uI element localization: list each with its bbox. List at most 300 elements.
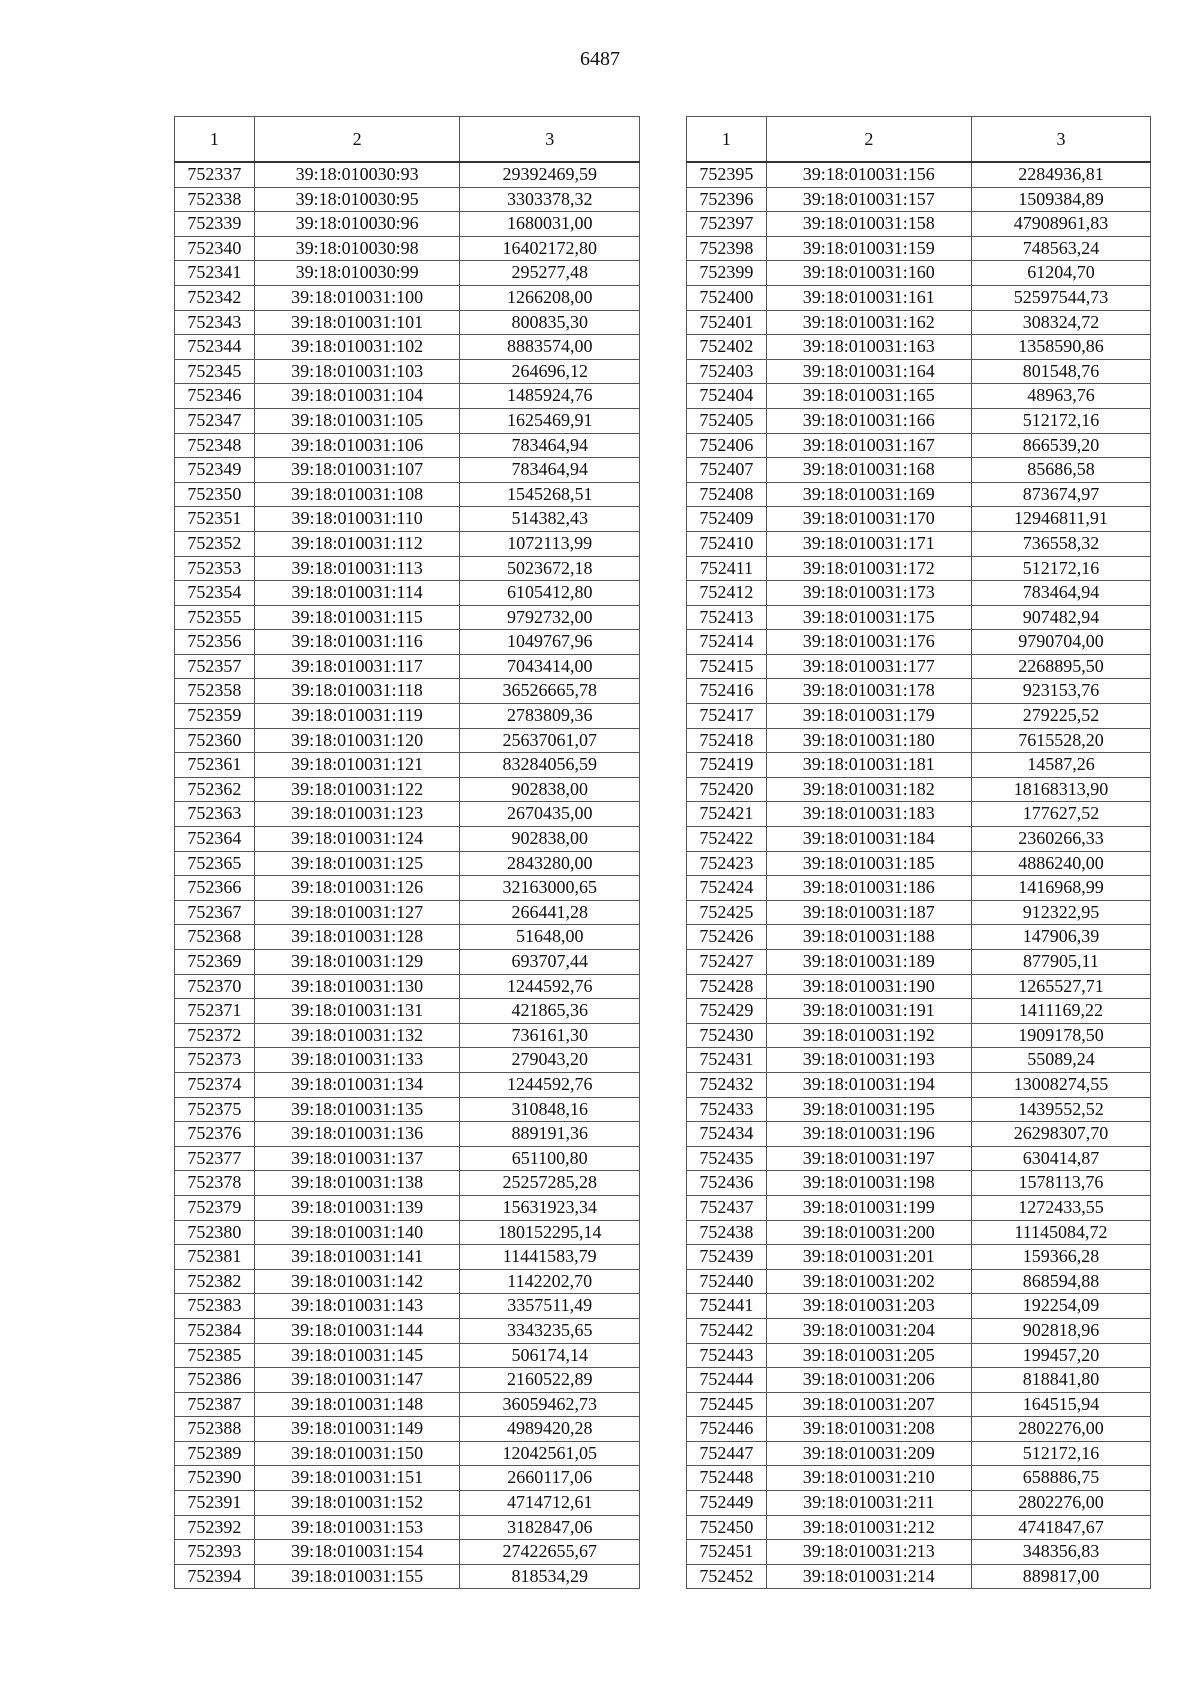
row-number-cell: 752343 <box>175 310 255 335</box>
value-cell: 1439552,52 <box>971 1097 1150 1122</box>
row-number-cell: 752359 <box>175 704 255 729</box>
cadastral-number-cell: 39:18:010031:123 <box>254 802 460 827</box>
cadastral-number-cell: 39:18:010031:149 <box>254 1417 460 1442</box>
value-cell: 2802276,00 <box>971 1417 1150 1442</box>
value-cell: 512172,16 <box>971 408 1150 433</box>
value-cell: 348356,83 <box>971 1540 1150 1565</box>
cadastral-number-cell: 39:18:010031:168 <box>766 458 971 483</box>
value-cell: 889191,36 <box>460 1122 640 1147</box>
value-cell: 11441583,79 <box>460 1245 640 1270</box>
value-cell: 2160522,89 <box>460 1368 640 1393</box>
table-row <box>687 1491 1151 1516</box>
cadastral-number-cell: 39:18:010031:118 <box>254 679 460 704</box>
cadastral-number-cell: 39:18:010031:153 <box>254 1515 460 1540</box>
cadastral-number-cell: 39:18:010031:116 <box>254 630 460 655</box>
value-cell: 18168313,90 <box>971 777 1150 802</box>
value-cell: 1244592,76 <box>460 974 640 999</box>
value-cell: 2783809,36 <box>460 704 640 729</box>
table-row <box>687 408 1151 433</box>
table-row <box>687 581 1151 606</box>
cadastral-number-cell: 39:18:010031:150 <box>254 1441 460 1466</box>
row-number-cell: 752368 <box>175 925 255 950</box>
table-row <box>687 827 1151 852</box>
row-number-cell: 752417 <box>687 704 767 729</box>
cadastral-number-cell: 39:18:010031:135 <box>254 1097 460 1122</box>
row-number-cell: 752442 <box>687 1318 767 1343</box>
value-cell: 1142202,70 <box>460 1269 640 1294</box>
value-cell: 9792732,00 <box>460 605 640 630</box>
table-row <box>687 802 1151 827</box>
row-number-cell: 752346 <box>175 384 255 409</box>
value-cell: 199457,20 <box>971 1343 1150 1368</box>
row-number-cell: 752366 <box>175 876 255 901</box>
table-row <box>687 187 1151 212</box>
value-cell: 308324,72 <box>971 310 1150 335</box>
table-row <box>175 310 640 335</box>
row-number-cell: 752385 <box>175 1343 255 1368</box>
row-number-cell: 752431 <box>687 1048 767 1073</box>
value-cell: 4714712,61 <box>460 1491 640 1516</box>
row-number-cell: 752445 <box>687 1392 767 1417</box>
table-row <box>687 531 1151 556</box>
cadastral-number-cell: 39:18:010031:158 <box>766 212 971 237</box>
cadastral-number-cell: 39:18:010031:207 <box>766 1392 971 1417</box>
row-number-cell: 752440 <box>687 1269 767 1294</box>
row-number-cell: 752408 <box>687 482 767 507</box>
table-body-left <box>175 162 640 1589</box>
cadastral-number-cell: 39:18:010031:160 <box>766 261 971 286</box>
table-row <box>175 1097 640 1122</box>
cadastral-number-cell: 39:18:010031:102 <box>254 335 460 360</box>
cadastral-number-cell: 39:18:010031:210 <box>766 1466 971 1491</box>
table-row <box>175 630 640 655</box>
row-number-cell: 752378 <box>175 1171 255 1196</box>
table-row <box>175 581 640 606</box>
value-cell: 3182847,06 <box>460 1515 640 1540</box>
row-number-cell: 752362 <box>175 777 255 802</box>
cadastral-number-cell: 39:18:010031:171 <box>766 531 971 556</box>
value-cell: 51648,00 <box>460 925 640 950</box>
value-cell: 26298307,70 <box>971 1122 1150 1147</box>
column-header-3: 3 <box>460 117 640 163</box>
cadastral-number-cell: 39:18:010031:166 <box>766 408 971 433</box>
header-row <box>175 117 640 163</box>
row-number-cell: 752380 <box>175 1220 255 1245</box>
value-cell: 266441,28 <box>460 900 640 925</box>
value-cell: 310848,16 <box>460 1097 640 1122</box>
value-cell: 783464,94 <box>460 433 640 458</box>
cadastral-number-cell: 39:18:010031:129 <box>254 950 460 975</box>
row-number-cell: 752418 <box>687 728 767 753</box>
table-row <box>175 162 640 187</box>
value-cell: 2268895,50 <box>971 654 1150 679</box>
row-number-cell: 752354 <box>175 581 255 606</box>
cadastral-number-cell: 39:18:010030:99 <box>254 261 460 286</box>
row-number-cell: 752441 <box>687 1294 767 1319</box>
table-row <box>687 236 1151 261</box>
cadastral-number-cell: 39:18:010031:176 <box>766 630 971 655</box>
table-row <box>687 605 1151 630</box>
row-number-cell: 752451 <box>687 1540 767 1565</box>
data-table-right <box>686 116 1151 1589</box>
value-cell: 1358590,86 <box>971 335 1150 360</box>
value-cell: 902838,00 <box>460 827 640 852</box>
cadastral-number-cell: 39:18:010031:131 <box>254 999 460 1024</box>
table-row <box>687 1195 1151 1220</box>
table-row <box>175 950 640 975</box>
cadastral-number-cell: 39:18:010031:103 <box>254 359 460 384</box>
value-cell: 1072113,99 <box>460 531 640 556</box>
value-cell: 1265527,71 <box>971 974 1150 999</box>
row-number-cell: 752414 <box>687 630 767 655</box>
table-row <box>175 728 640 753</box>
table-row <box>175 974 640 999</box>
cadastral-number-cell: 39:18:010031:170 <box>766 507 971 532</box>
table-row <box>175 236 640 261</box>
row-number-cell: 752391 <box>175 1491 255 1516</box>
cadastral-number-cell: 39:18:010031:187 <box>766 900 971 925</box>
row-number-cell: 752389 <box>175 1441 255 1466</box>
table-row <box>687 1368 1151 1393</box>
value-cell: 736161,30 <box>460 1023 640 1048</box>
row-number-cell: 752339 <box>175 212 255 237</box>
cadastral-number-cell: 39:18:010031:121 <box>254 753 460 778</box>
table-row <box>175 605 640 630</box>
value-cell: 2843280,00 <box>460 851 640 876</box>
value-cell: 25637061,07 <box>460 728 640 753</box>
table-row <box>175 1515 640 1540</box>
value-cell: 16402172,80 <box>460 236 640 261</box>
table-row <box>175 1564 640 1589</box>
table-row <box>687 777 1151 802</box>
table-row <box>687 1220 1151 1245</box>
row-number-cell: 752438 <box>687 1220 767 1245</box>
value-cell: 2670435,00 <box>460 802 640 827</box>
table-row <box>175 187 640 212</box>
table-row <box>175 433 640 458</box>
table-row <box>687 1097 1151 1122</box>
cadastral-number-cell: 39:18:010031:208 <box>766 1417 971 1442</box>
value-cell: 29392469,59 <box>460 162 640 187</box>
cadastral-number-cell: 39:18:010031:144 <box>254 1318 460 1343</box>
value-cell: 907482,94 <box>971 605 1150 630</box>
cadastral-number-cell: 39:18:010031:106 <box>254 433 460 458</box>
cadastral-number-cell: 39:18:010031:183 <box>766 802 971 827</box>
table-row <box>687 753 1151 778</box>
row-number-cell: 752370 <box>175 974 255 999</box>
cadastral-number-cell: 39:18:010031:192 <box>766 1023 971 1048</box>
cadastral-number-cell: 39:18:010031:108 <box>254 482 460 507</box>
value-cell: 279225,52 <box>971 704 1150 729</box>
row-number-cell: 752375 <box>175 1097 255 1122</box>
table-row <box>175 285 640 310</box>
value-cell: 7615528,20 <box>971 728 1150 753</box>
value-cell: 1272433,55 <box>971 1195 1150 1220</box>
cadastral-number-cell: 39:18:010031:114 <box>254 581 460 606</box>
cadastral-number-cell: 39:18:010031:137 <box>254 1146 460 1171</box>
row-number-cell: 752430 <box>687 1023 767 1048</box>
row-number-cell: 752383 <box>175 1294 255 1319</box>
table-row <box>175 704 640 729</box>
value-cell: 693707,44 <box>460 950 640 975</box>
page-number: 6487 <box>580 48 620 70</box>
cadastral-number-cell: 39:18:010031:159 <box>766 236 971 261</box>
cadastral-number-cell: 39:18:010031:214 <box>766 1564 971 1589</box>
table-row <box>687 433 1151 458</box>
cadastral-number-cell: 39:18:010031:161 <box>766 285 971 310</box>
value-cell: 1411169,22 <box>971 999 1150 1024</box>
cadastral-number-cell: 39:18:010031:172 <box>766 556 971 581</box>
table-row <box>687 359 1151 384</box>
table-row <box>687 851 1151 876</box>
value-cell: 873674,97 <box>971 482 1150 507</box>
table-row <box>175 335 640 360</box>
cadastral-number-cell: 39:18:010031:133 <box>254 1048 460 1073</box>
cadastral-number-cell: 39:18:010031:115 <box>254 605 460 630</box>
row-number-cell: 752400 <box>687 285 767 310</box>
row-number-cell: 752387 <box>175 1392 255 1417</box>
row-number-cell: 752401 <box>687 310 767 335</box>
table-row <box>687 1269 1151 1294</box>
row-number-cell: 752347 <box>175 408 255 433</box>
row-number-cell: 752448 <box>687 1466 767 1491</box>
cadastral-number-cell: 39:18:010031:177 <box>766 654 971 679</box>
value-cell: 295277,48 <box>460 261 640 286</box>
table-row <box>175 1392 640 1417</box>
cadastral-number-cell: 39:18:010031:181 <box>766 753 971 778</box>
value-cell: 3303378,32 <box>460 187 640 212</box>
row-number-cell: 752444 <box>687 1368 767 1393</box>
row-number-cell: 752363 <box>175 802 255 827</box>
value-cell: 13008274,55 <box>971 1072 1150 1097</box>
table-row <box>175 1220 640 1245</box>
table-row <box>175 458 640 483</box>
row-number-cell: 752371 <box>175 999 255 1024</box>
cadastral-number-cell: 39:18:010031:186 <box>766 876 971 901</box>
cadastral-number-cell: 39:18:010031:140 <box>254 1220 460 1245</box>
cadastral-number-cell: 39:18:010031:155 <box>254 1564 460 1589</box>
value-cell: 164515,94 <box>971 1392 1150 1417</box>
cadastral-number-cell: 39:18:010031:139 <box>254 1195 460 1220</box>
value-cell: 818534,29 <box>460 1564 640 1589</box>
table-row <box>175 1318 640 1343</box>
value-cell: 83284056,59 <box>460 753 640 778</box>
cadastral-number-cell: 39:18:010031:136 <box>254 1122 460 1147</box>
cadastral-number-cell: 39:18:010031:110 <box>254 507 460 532</box>
row-number-cell: 752381 <box>175 1245 255 1270</box>
row-number-cell: 752382 <box>175 1269 255 1294</box>
value-cell: 6105412,80 <box>460 581 640 606</box>
cadastral-number-cell: 39:18:010031:151 <box>254 1466 460 1491</box>
row-number-cell: 752421 <box>687 802 767 827</box>
cadastral-number-cell: 39:18:010031:165 <box>766 384 971 409</box>
row-number-cell: 752386 <box>175 1368 255 1393</box>
value-cell: 512172,16 <box>971 556 1150 581</box>
column-header-1: 1 <box>175 117 255 163</box>
row-number-cell: 752419 <box>687 753 767 778</box>
row-number-cell: 752450 <box>687 1515 767 1540</box>
value-cell: 147906,39 <box>971 925 1150 950</box>
value-cell: 783464,94 <box>460 458 640 483</box>
cadastral-number-cell: 39:18:010031:143 <box>254 1294 460 1319</box>
cadastral-number-cell: 39:18:010031:203 <box>766 1294 971 1319</box>
table-row <box>687 261 1151 286</box>
cadastral-number-cell: 39:18:010031:132 <box>254 1023 460 1048</box>
value-cell: 1625469,91 <box>460 408 640 433</box>
row-number-cell: 752337 <box>175 162 255 187</box>
value-cell: 36526665,78 <box>460 679 640 704</box>
cadastral-number-cell: 39:18:010031:164 <box>766 359 971 384</box>
cadastral-number-cell: 39:18:010031:122 <box>254 777 460 802</box>
row-number-cell: 752379 <box>175 1195 255 1220</box>
table-row <box>687 950 1151 975</box>
row-number-cell: 752432 <box>687 1072 767 1097</box>
table-row <box>687 1343 1151 1368</box>
value-cell: 3357511,49 <box>460 1294 640 1319</box>
table-row <box>687 1146 1151 1171</box>
row-number-cell: 752349 <box>175 458 255 483</box>
value-cell: 14587,26 <box>971 753 1150 778</box>
table-row <box>687 728 1151 753</box>
table-row <box>687 1318 1151 1343</box>
value-cell: 11145084,72 <box>971 1220 1150 1245</box>
row-number-cell: 752412 <box>687 581 767 606</box>
value-cell: 192254,09 <box>971 1294 1150 1319</box>
value-cell: 818841,80 <box>971 1368 1150 1393</box>
value-cell: 61204,70 <box>971 261 1150 286</box>
row-number-cell: 752423 <box>687 851 767 876</box>
value-cell: 902838,00 <box>460 777 640 802</box>
cadastral-number-cell: 39:18:010031:178 <box>766 679 971 704</box>
cadastral-number-cell: 39:18:010031:138 <box>254 1171 460 1196</box>
table-row <box>175 1171 640 1196</box>
table-row <box>175 999 640 1024</box>
table-row <box>687 900 1151 925</box>
value-cell: 923153,76 <box>971 679 1150 704</box>
row-number-cell: 752396 <box>687 187 767 212</box>
cadastral-number-cell: 39:18:010031:101 <box>254 310 460 335</box>
table-row <box>175 827 640 852</box>
table-row <box>175 408 640 433</box>
cadastral-number-cell: 39:18:010031:126 <box>254 876 460 901</box>
data-table-left <box>174 116 640 1589</box>
value-cell: 12042561,05 <box>460 1441 640 1466</box>
table-row <box>687 1171 1151 1196</box>
table-row <box>687 876 1151 901</box>
value-cell: 1049767,96 <box>460 630 640 655</box>
table-row <box>175 802 640 827</box>
cadastral-number-cell: 39:18:010031:173 <box>766 581 971 606</box>
row-number-cell: 752437 <box>687 1195 767 1220</box>
cadastral-number-cell: 39:18:010031:204 <box>766 1318 971 1343</box>
row-number-cell: 752403 <box>687 359 767 384</box>
table-row <box>687 1245 1151 1270</box>
value-cell: 889817,00 <box>971 1564 1150 1589</box>
table-row <box>175 1269 640 1294</box>
row-number-cell: 752358 <box>175 679 255 704</box>
cadastral-number-cell: 39:18:010031:169 <box>766 482 971 507</box>
row-number-cell: 752436 <box>687 1171 767 1196</box>
cadastral-number-cell: 39:18:010031:141 <box>254 1245 460 1270</box>
row-number-cell: 752399 <box>687 261 767 286</box>
value-cell: 1545268,51 <box>460 482 640 507</box>
cadastral-number-cell: 39:18:010031:125 <box>254 851 460 876</box>
value-cell: 1509384,89 <box>971 187 1150 212</box>
row-number-cell: 752434 <box>687 1122 767 1147</box>
cadastral-number-cell: 39:18:010030:96 <box>254 212 460 237</box>
table-row <box>687 1023 1151 1048</box>
row-number-cell: 752388 <box>175 1417 255 1442</box>
value-cell: 783464,94 <box>971 581 1150 606</box>
table-row <box>175 679 640 704</box>
value-cell: 2284936,81 <box>971 162 1150 187</box>
cadastral-number-cell: 39:18:010031:162 <box>766 310 971 335</box>
row-number-cell: 752361 <box>175 753 255 778</box>
value-cell: 5023672,18 <box>460 556 640 581</box>
value-cell: 279043,20 <box>460 1048 640 1073</box>
cadastral-number-cell: 39:18:010031:212 <box>766 1515 971 1540</box>
row-number-cell: 752355 <box>175 605 255 630</box>
row-number-cell: 752393 <box>175 1540 255 1565</box>
value-cell: 506174,14 <box>460 1343 640 1368</box>
cadastral-number-cell: 39:18:010031:104 <box>254 384 460 409</box>
value-cell: 1680031,00 <box>460 212 640 237</box>
value-cell: 2660117,06 <box>460 1466 640 1491</box>
cadastral-number-cell: 39:18:010031:184 <box>766 827 971 852</box>
value-cell: 47908961,83 <box>971 212 1150 237</box>
table-row <box>175 777 640 802</box>
row-number-cell: 752392 <box>175 1515 255 1540</box>
row-number-cell: 752452 <box>687 1564 767 1589</box>
table-body-right <box>687 162 1151 1589</box>
row-number-cell: 752357 <box>175 654 255 679</box>
row-number-cell: 752395 <box>687 162 767 187</box>
cadastral-number-cell: 39:18:010031:206 <box>766 1368 971 1393</box>
row-number-cell: 752374 <box>175 1072 255 1097</box>
table-row <box>687 679 1151 704</box>
cadastral-number-cell: 39:18:010030:98 <box>254 236 460 261</box>
table-row <box>175 1195 640 1220</box>
value-cell: 9790704,00 <box>971 630 1150 655</box>
cadastral-number-cell: 39:18:010031:209 <box>766 1441 971 1466</box>
table-row <box>175 1294 640 1319</box>
value-cell: 25257285,28 <box>460 1171 640 1196</box>
table-row <box>175 1540 640 1565</box>
row-number-cell: 752420 <box>687 777 767 802</box>
row-number-cell: 752398 <box>687 236 767 261</box>
row-number-cell: 752406 <box>687 433 767 458</box>
value-cell: 4989420,28 <box>460 1417 640 1442</box>
table-row <box>175 1417 640 1442</box>
table-row <box>687 1540 1151 1565</box>
row-number-cell: 752413 <box>687 605 767 630</box>
cadastral-number-cell: 39:18:010031:167 <box>766 433 971 458</box>
cadastral-number-cell: 39:18:010031:193 <box>766 1048 971 1073</box>
cadastral-number-cell: 39:18:010031:182 <box>766 777 971 802</box>
table-row <box>175 1072 640 1097</box>
row-number-cell: 752422 <box>687 827 767 852</box>
value-cell: 85686,58 <box>971 458 1150 483</box>
row-number-cell: 752397 <box>687 212 767 237</box>
table-row <box>175 1048 640 1073</box>
table-row <box>175 753 640 778</box>
cadastral-number-cell: 39:18:010031:117 <box>254 654 460 679</box>
table-row <box>175 1122 640 1147</box>
table-row <box>687 654 1151 679</box>
row-number-cell: 752345 <box>175 359 255 384</box>
value-cell: 877905,11 <box>971 950 1150 975</box>
cadastral-number-cell: 39:18:010031:130 <box>254 974 460 999</box>
